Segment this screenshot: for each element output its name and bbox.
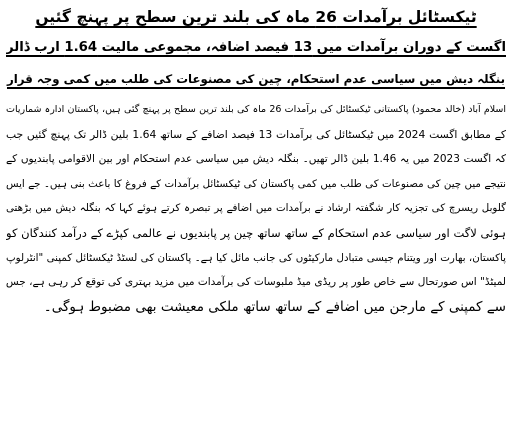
body-line: کہ اگست 2023 میں یہ 1.46 بلین ڈالر تھیں۔ بنگلہ دیش میں سیاسی عدم استحکام اور بین الاقوامی پابندیوں کے: [6, 153, 506, 166]
sub-headline-reasons: بنگلہ دیش میں سیاسی عدم استحکام، چین کی مصنوعات کی طلب میں کمی وجہ قرار: [6, 72, 506, 86]
sub-headline-exports: اگست کے دوران برآمدات میں 13 فیصد اضافہ، مجموعی مالیت 1.64 ارب ڈالر: [6, 40, 506, 55]
body-line: سے کمپنی کے مارجن میں اضافے کے ساتھ ساتھ ملکی معیشت بھی مضبوط ہوگی۔: [43, 298, 506, 315]
body-line: لمیٹڈ" اس صورتحال سے خاص طور پر ریڈی میڈ ملبوسات کی برآمدات میں مزید بہتری کی توقع کر رہی ہے، جس: [6, 276, 506, 289]
article-body: [6, 98, 506, 319]
body-line: پاکستان، بھارت اور ویتنام جیسی متبادل مارکیٹوں کی جانب مائل کیا ہے۔ پاکستان کی لسٹڈ ٹیکسٹائل کمپنی "انٹرلوپ: [6, 251, 506, 264]
body-line: ہوئی لاگت اور سیاسی عدم استحکام کے ساتھ ساتھ چین پر پابندیوں نے عالمی کپڑے کے درآمد کنندگان کو: [6, 225, 506, 240]
body-line: گلوبل ریسرچ کی تجزیہ کار شگفتہ ارشاد نے برآمدات میں اضافے پر تبصرہ کرتے ہوئے کہا کہ بنگلہ دیش میں بڑھتی: [6, 202, 506, 215]
body-line: اسلام آباد (خالد محمود) پاکستانی ٹیکسٹائل کی برآمدات 26 ماہ کی بلند ترین سطح پر پہنچ گئی ہیں، پاکستان ادارہ شماریات: [6, 104, 506, 115]
main-headline: ٹیکسٹائل برآمدات 26 ماہ کی بلند ترین سطح پر پہنچ گئیں: [35, 8, 477, 26]
body-line: کے مطابق اگست 2024 میں ٹیکسٹائل کی برآمدات 13 فیصد اضافے کے ساتھ 1.64 بلین ڈالر تک پہنچ گئیں جب: [6, 127, 506, 141]
body-line: نتیجے میں چین کی مصنوعات کی طلب میں کمی پاکستان کی ٹیکسٹائل برآمدات کے فروغ کا باعث بنی ہیں۔ جے ایس: [6, 177, 506, 190]
news-article: [6, 4, 506, 444]
